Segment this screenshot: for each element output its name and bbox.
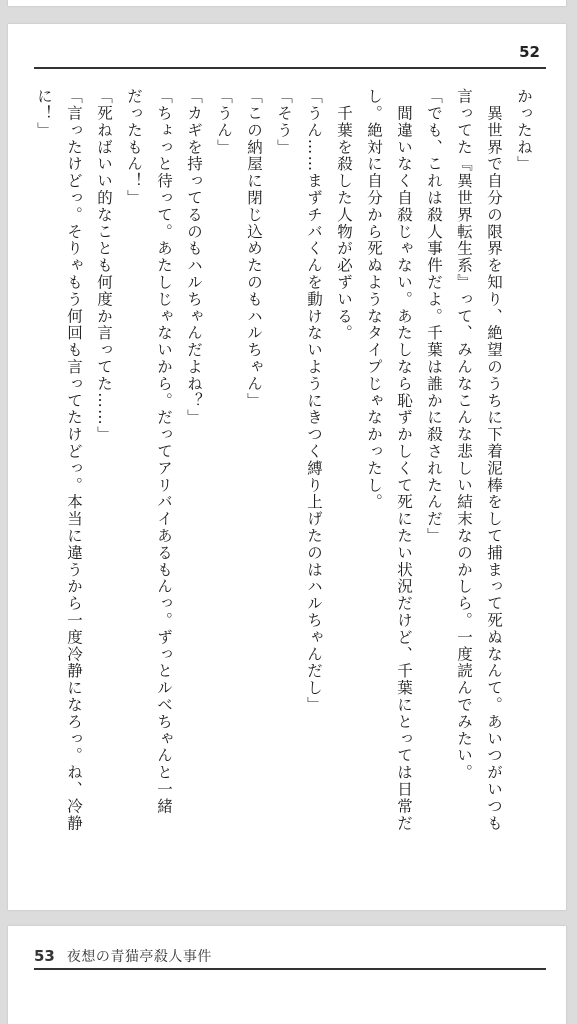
text-column: 「うん」 bbox=[215, 88, 233, 156]
page-number: 53 bbox=[34, 947, 55, 965]
text-column: 間違いなく自殺じゃない。あたしなら恥ずかしくて死にたい状況だけど、千葉にとっては日常だ bbox=[395, 88, 413, 832]
running-footer bbox=[34, 946, 212, 966]
footer-rule bbox=[34, 968, 546, 970]
vertical-text-body bbox=[34, 88, 534, 900]
text-column: 「言ったけどっ。そりゃもう何回も言ってたけどっ。本当に違うから一度冷静になろっ。ね、冷静 bbox=[65, 88, 83, 832]
text-column: し。絶対に自分から死ぬようなタイプじゃなかったし。 bbox=[365, 88, 383, 511]
text-column: 「死ねばいい的なことも何度か言ってた……」 bbox=[95, 88, 113, 443]
text-column: に！」 bbox=[35, 88, 53, 139]
text-column: 「カギを持ってるのもハルちゃんだよね？」 bbox=[185, 88, 203, 426]
text-column: 「ちょっと待って。あたしじゃないから。だってアリバイあるもんっ。ずっとルべちゃんと一緒 bbox=[155, 88, 173, 815]
text-column: 「そう」 bbox=[275, 88, 293, 156]
text-column: 言ってた『異世界転生系』って、みんなこんな悲しい結末なのかしら。一度読んでみたい。 bbox=[455, 88, 473, 781]
book-title: 夜想の青猫亭殺人事件 bbox=[66, 949, 212, 965]
book-page-52[interactable] bbox=[8, 24, 566, 910]
text-column: 「うん……まずチバくんを動けないようにきつく縛り上げたのはハルちゃんだし」 bbox=[305, 88, 323, 714]
book-page-53[interactable] bbox=[8, 926, 566, 1024]
text-column: 千葉を殺した人物が必ずいる。 bbox=[335, 88, 353, 342]
text-column: 「でも、これは殺人事件だよ。千葉は誰かに殺されたんだ」 bbox=[425, 88, 443, 545]
page-number: 52 bbox=[519, 43, 540, 61]
text-column: 「この納屋に閉じ込めたのもハルちゃん」 bbox=[245, 88, 263, 410]
text-column: だったもん！」 bbox=[125, 88, 143, 207]
previous-page-edge bbox=[8, 0, 566, 6]
text-column: 異世界で自分の限界を知り、絶望のうちに下着泥棒をして捕まって死ぬなんて。あいつがいつも bbox=[485, 88, 503, 832]
header-rule bbox=[34, 67, 546, 69]
text-column: かったね」 bbox=[515, 88, 533, 173]
